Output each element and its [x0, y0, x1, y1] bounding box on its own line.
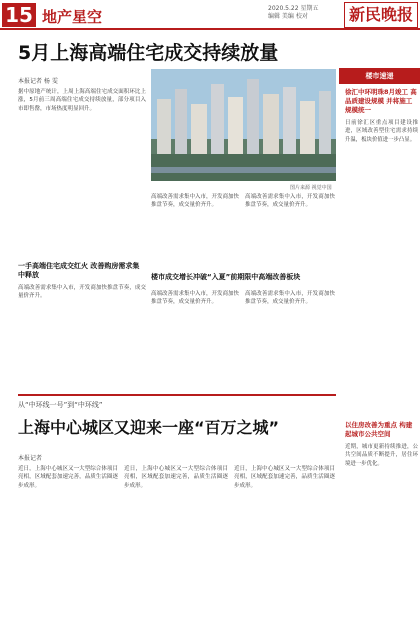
sidebar-header: 楼市速递 [339, 68, 420, 84]
second-story-title: 上海中心城区又迎来一座“百万之城” [18, 418, 280, 437]
story2-column-2: 近日，上海中心城区又一大型综合体项目亮相，区域配套加速完善，品质生活圈逐步成形。 [124, 466, 228, 489]
second-story-kicker: 从“中环线一号”到“中环线” [18, 401, 103, 409]
body-column-2: 高端改善需求集中入市，开发商加快推盘节奏，成交量价齐升。 [151, 194, 239, 209]
issue-date: 2020.5.22 星期五 [268, 5, 319, 12]
page-number: 15 [2, 3, 36, 27]
section-divider [18, 394, 336, 396]
body-column-3: 高端改善需求集中入市，开发商加快推盘节奏，成交量价齐升。 [245, 194, 335, 209]
body-column-4: 高端改善需求集中入市，开发商加快推盘节奏，成交量价齐升。 [151, 291, 239, 306]
story2-column-1: 近日，上海中心城区又一大型综合体项目亮相，区域配套加速完善，品质生活圈逐步成形。 [18, 466, 118, 489]
sidebar-item2-title: 以住房改善为重点 构建起城市公共空间 [345, 421, 413, 438]
second-story-byline: 本报记者 [18, 455, 43, 462]
story2-column-3: 近日，上海中心城区又一大型综合体项目亮相，区域配套加速完善，品质生活圈逐步成形。 [234, 466, 335, 489]
lead-paragraph: 据中原地产统计，上周上海高端住宅成交面积环比上涨，5月前三周高端住宅成交持续放量，部分项目入市即售罄，市场热度明显回升。 [18, 89, 146, 112]
body-column-1: 高端改善需求集中入市，开发商加快推盘节奏，成交量价齐升。 [18, 285, 146, 300]
issue-meta [268, 5, 318, 21]
body-column-5: 高端改善需求集中入市，开发商加快推盘节奏，成交量价齐升。 [245, 291, 335, 306]
sidebar-item2-text: 近期，城市更新持续推进，公共空间品质不断提升，居住环境进一步优化。 [345, 444, 418, 467]
main-byline: 本报记者 杨 雯 [18, 78, 58, 85]
city-skyline-photo [151, 69, 336, 181]
sidebar-item1-title: 徐汇中环明珠8月竣工 高品质建设规模 并将施工规模统一 [345, 88, 417, 114]
subheading-1: 一手高端住宅成交红火 改善购房需求集中释放 [18, 262, 140, 279]
sidebar-item1-text: 日前徐汇区重点项目建设推进，区域改善型住宅需求持续升温，板块价值进一步凸显。 [345, 120, 418, 143]
subheading-2: 楼市成交增长冲破“入夏”前期限中高端改善板块 [151, 273, 301, 281]
page-header [0, 0, 420, 30]
main-headline: 5月上海高端住宅成交持续放量 [18, 42, 279, 64]
news-sidebar [339, 68, 420, 634]
newspaper-logo: 新民晚报 [344, 2, 418, 28]
photo-caption: 图片来源 视觉中国 [290, 185, 332, 191]
editor-credits: 编辑 美编 校对 [268, 13, 308, 20]
skyline-image [151, 69, 336, 181]
section-title: 地产星空 [42, 8, 103, 26]
